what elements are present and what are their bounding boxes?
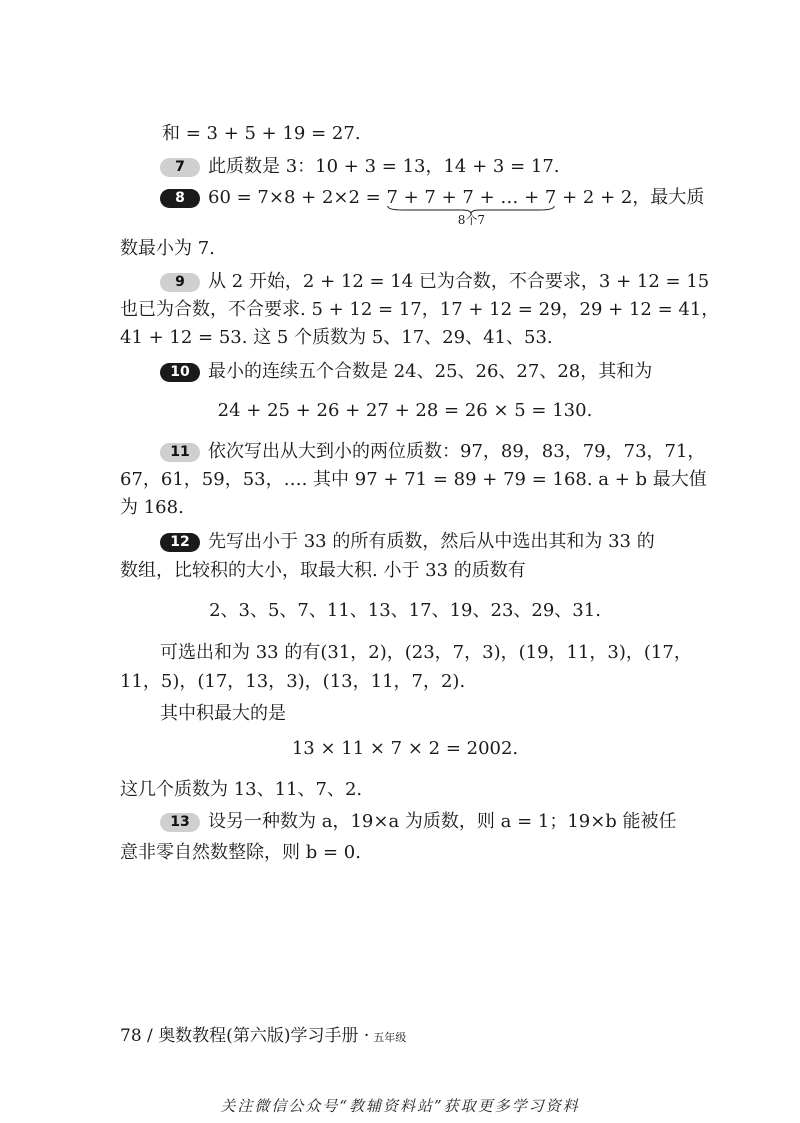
text-line [120, 669, 690, 695]
text-line-content: 数最小为 7. [120, 238, 215, 259]
text-line [120, 777, 690, 803]
text-line [120, 236, 690, 262]
equation: 24 + 25 + 26 + 27 + 28 = 26 × 5 = 130. [217, 400, 593, 421]
answer-text: 先写出小于 33 的所有质数，然后从中选出其和为 33 的 [208, 531, 655, 552]
text-line-content: 意非零自然数整除，则 b = 0. [120, 842, 361, 863]
watermark-text: 关注微信公众号“教辅资料站”获取更多学习资料 [220, 1097, 580, 1115]
answer-text: + 2 + 2，最大质 [556, 187, 705, 208]
text-line [120, 467, 707, 493]
text-line [120, 495, 690, 521]
footer-separator: / [147, 1026, 153, 1046]
underbrace-expression: 7 + 7 + 7 + … + 7 [386, 187, 557, 208]
text-line [160, 640, 730, 666]
answer-7 [160, 154, 730, 180]
text-line-content: 可选出和为 33 的有(31，2)，(23，7，3)，(19，11，3)，(17， [160, 642, 692, 663]
underbrace-group [386, 185, 557, 227]
equation: 13 × 11 × 7 × 2 = 2002. [291, 738, 519, 759]
answer-10 [160, 359, 730, 385]
question-number-badge: 9 [160, 273, 200, 292]
answer-12 [160, 529, 730, 555]
answer-text: 60 = 7×8 + 2×2 = [208, 187, 387, 208]
text-line-content: 67，61，59，53，…. 其中 97 + 71 = 89 + 79 = 168. a + b 最大值 [120, 469, 707, 490]
text-line [160, 701, 730, 727]
text-line-content: 41 + 12 = 53. 这 5 个质数为 5、17、29、41、53. [120, 327, 553, 348]
text-line-content: 这几个质数为 13、11、7、2. [120, 779, 363, 800]
answer-13 [160, 809, 730, 835]
underbrace-label: 8个7 [457, 213, 486, 227]
page-number: 78 [120, 1026, 142, 1046]
text-line [120, 840, 690, 866]
text-line-content: 11，5)，(17，13，3)，(13，11，7，2). [120, 671, 466, 692]
question-number-badge: 11 [160, 443, 200, 462]
book-title: 奥数教程(第六版)学习手册 · [158, 1026, 370, 1046]
text-line [120, 297, 720, 323]
answer-text: 设另一种数为 a，19×a 为质数，则 a = 1；19×b 能被任 [208, 811, 677, 832]
equation-line [120, 398, 690, 424]
text-line-content: 为 168. [120, 497, 184, 518]
equation-line [120, 598, 690, 624]
equation-line [120, 736, 690, 762]
question-number-badge: 12 [160, 533, 200, 552]
text-line-content: 和 = 3 + 5 + 19 = 27. [162, 123, 361, 144]
answer-text: 依次写出从大到小的两位质数：97，89，83，79，73，71， [208, 441, 706, 462]
answer-9 [160, 269, 730, 295]
prime-list: 2、3、5、7、11、13、17、19、23、29、31. [209, 600, 601, 621]
text-line [120, 121, 690, 147]
text-line-content: 其中积最大的是 [160, 703, 286, 724]
question-number-badge: 10 [160, 363, 200, 382]
answer-8 [160, 185, 730, 227]
question-number-badge: 7 [160, 158, 200, 177]
text-line [120, 325, 690, 351]
answer-text: 最小的连续五个合数是 24、25、26、27、28，其和为 [208, 361, 653, 382]
question-number-badge: 13 [160, 813, 200, 832]
question-number-badge: 8 [160, 189, 200, 208]
text-line-content: 数组，比较积的大小，取最大积. 小于 33 的质数有 [120, 560, 526, 581]
text-line-content: 也已为合数，不合要求. 5 + 12 = 17，17 + 12 = 29，29 + 12 = 41， [120, 299, 720, 320]
answer-text: 此质数是 3：10 + 3 = 13，14 + 3 = 17. [208, 156, 560, 177]
grade-label: 五年级 [373, 1031, 407, 1044]
answer-11 [160, 439, 730, 465]
page-footer [120, 1021, 406, 1046]
text-line [120, 558, 690, 584]
answer-text: 从 2 开始，2 + 12 = 14 已为合数，不合要求，3 + 12 = 15 [208, 271, 710, 292]
